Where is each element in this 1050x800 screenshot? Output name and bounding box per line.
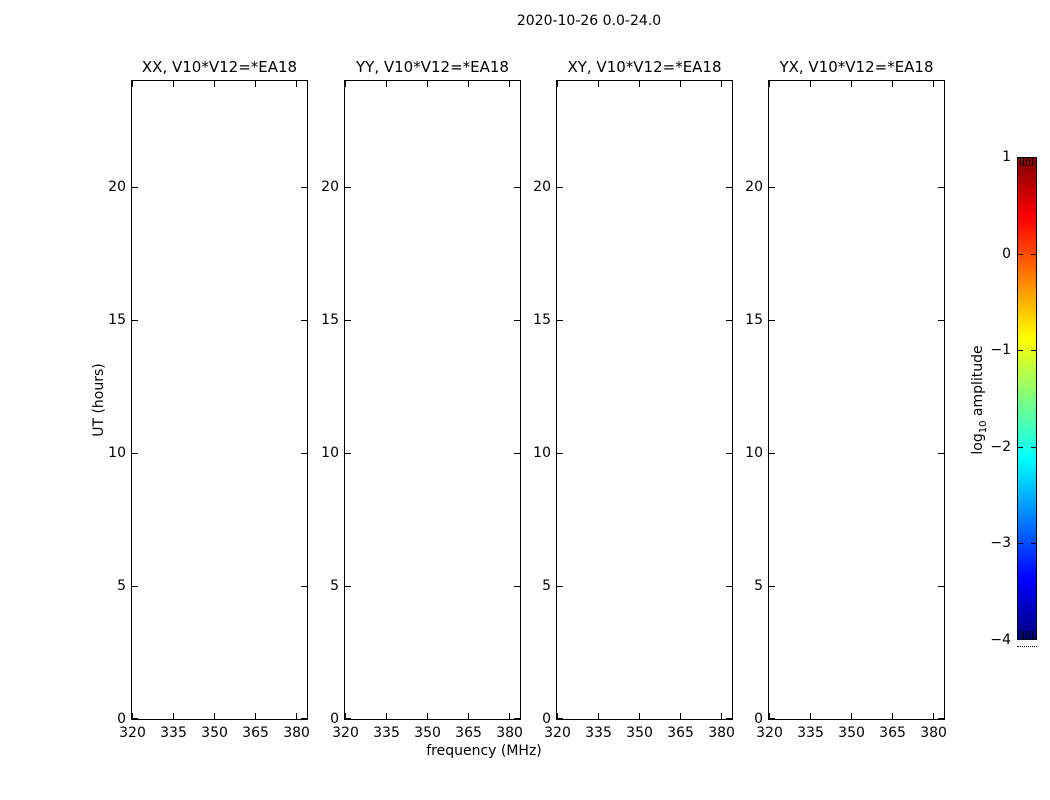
y-tick-label: 20: [533, 179, 551, 196]
y-tick-label: 10: [745, 445, 763, 462]
y-tick-label: 15: [533, 312, 551, 329]
y-tick-mark: [345, 586, 351, 587]
colorbar-tick-label: 1: [1002, 149, 1011, 165]
subplot-yx: [745, 58, 947, 741]
colorbar-top-hatch: [1020, 158, 1034, 166]
y-tick-mark: [132, 718, 138, 719]
colorbar-label-pre: log: [970, 433, 987, 455]
x-tick-label: 320: [756, 725, 783, 741]
y-tick-label: 15: [321, 312, 339, 329]
x-tick-mark: [680, 81, 681, 87]
x-tick-label: 380: [920, 725, 947, 741]
x-tick-mark: [427, 713, 428, 719]
colorbar-label-sub: 10: [977, 420, 989, 434]
y-tick-mark: [132, 320, 138, 321]
colorbar-tick-mark: [1031, 254, 1036, 255]
x-tick-mark: [892, 81, 893, 87]
y-tick-mark: [557, 187, 563, 188]
subplot-title: YX, V10*V12=*EA18: [779, 58, 934, 76]
y-tick-mark: [769, 187, 775, 188]
subplot-xx: [108, 58, 310, 741]
y-tick-mark: [938, 187, 944, 188]
y-tick-mark: [938, 718, 944, 719]
y-tick-mark: [938, 320, 944, 321]
x-tick-mark: [721, 713, 722, 719]
y-tick-mark: [769, 718, 775, 719]
colorbar-tick-mark: [1018, 543, 1023, 544]
y-tick-label: 10: [108, 445, 126, 462]
colorbar-dotted-edge: [1017, 646, 1037, 647]
colorbar-tick-label: −3: [990, 535, 1011, 552]
x-tick-mark: [255, 81, 256, 87]
x-tick-mark: [810, 81, 811, 87]
x-tick-mark: [557, 81, 558, 87]
x-tick-mark: [769, 81, 770, 87]
x-tick-mark: [598, 713, 599, 719]
y-tick-mark: [769, 453, 775, 454]
x-tick-mark: [386, 713, 387, 719]
x-tick-label: 320: [119, 725, 146, 741]
subplot-title: XY, V10*V12=*EA18: [567, 58, 722, 76]
y-tick-label: 0: [542, 711, 551, 727]
subplot-title: YY, V10*V12=*EA18: [356, 58, 509, 76]
x-tick-mark: [427, 81, 428, 87]
y-tick-label: 0: [330, 711, 339, 727]
y-tick-mark: [132, 187, 138, 188]
x-tick-mark: [468, 81, 469, 87]
x-tick-label: 365: [242, 725, 269, 741]
y-tick-label: 10: [533, 445, 551, 462]
x-tick-mark: [810, 713, 811, 719]
y-tick-label: 20: [745, 179, 763, 196]
colorbar-tick-label: −4: [990, 632, 1011, 648]
x-tick-label: 320: [544, 725, 571, 741]
x-tick-label: 350: [838, 725, 865, 741]
y-tick-mark: [769, 586, 775, 587]
x-tick-mark: [173, 713, 174, 719]
y-tick-mark: [557, 586, 563, 587]
colorbar-tick-label: −2: [990, 438, 1011, 455]
x-tick-mark: [509, 81, 510, 87]
y-tick-mark: [557, 320, 563, 321]
x-tick-mark: [214, 713, 215, 719]
x-tick-mark: [173, 81, 174, 87]
figure-suptitle: 2020-10-26 0.0-24.0: [516, 13, 662, 29]
y-tick-label: 5: [117, 578, 126, 595]
x-tick-label: 365: [667, 725, 694, 741]
colorbar-tick-mark: [1018, 447, 1023, 448]
colorbar-tick-mark: [1031, 447, 1036, 448]
x-tick-label: 335: [797, 725, 824, 741]
x-tick-mark: [296, 713, 297, 719]
x-tick-mark: [851, 713, 852, 719]
colorbar-tick-mark: [1018, 350, 1023, 351]
x-tick-mark: [214, 81, 215, 87]
x-tick-mark: [639, 713, 640, 719]
x-tick-mark: [892, 713, 893, 719]
x-tick-label: 365: [455, 725, 482, 741]
x-tick-label: 350: [414, 725, 441, 741]
y-tick-mark: [345, 718, 351, 719]
y-tick-label: 5: [542, 578, 551, 595]
colorbar-tick-mark: [1031, 543, 1036, 544]
x-tick-mark: [386, 81, 387, 87]
y-tick-mark: [132, 586, 138, 587]
y-tick-mark: [557, 718, 563, 719]
y-tick-mark: [557, 453, 563, 454]
y-tick-label: 5: [330, 578, 339, 595]
x-tick-label: 350: [201, 725, 228, 741]
x-tick-mark: [851, 81, 852, 87]
x-tick-label: 380: [283, 725, 310, 741]
y-tick-label: 10: [321, 445, 339, 462]
x-tick-mark: [933, 713, 934, 719]
x-tick-mark: [345, 81, 346, 87]
y-tick-mark: [345, 320, 351, 321]
x-tick-mark: [468, 713, 469, 719]
colorbar-tick-label: −1: [990, 342, 1011, 359]
x-tick-mark: [598, 81, 599, 87]
x-tick-label: 320: [332, 725, 359, 741]
colorbar: [1017, 157, 1037, 640]
y-tick-label: 20: [321, 179, 339, 196]
subplot-title: XX, V10*V12=*EA18: [141, 58, 298, 76]
y-tick-label: 15: [745, 312, 763, 329]
x-tick-mark: [132, 81, 133, 87]
y-tick-mark: [345, 187, 351, 188]
colorbar-tick-mark: [1031, 350, 1036, 351]
colorbar-tick-label: 0: [1002, 245, 1011, 262]
y-tick-mark: [938, 586, 944, 587]
x-tick-label: 380: [496, 725, 523, 741]
x-tick-mark: [296, 81, 297, 87]
y-axis-label: UT (hours): [91, 363, 107, 437]
x-tick-label: 350: [626, 725, 653, 741]
y-tick-label: 0: [117, 711, 126, 727]
y-tick-label: 5: [754, 578, 763, 595]
subplot-xy: [533, 58, 735, 741]
y-tick-mark: [345, 453, 351, 454]
x-tick-label: 335: [585, 725, 612, 741]
colorbar-bottom-hatch: [1020, 631, 1034, 639]
x-tick-mark: [509, 713, 510, 719]
y-tick-label: 20: [108, 179, 126, 196]
x-axis-label: frequency (MHz): [426, 743, 542, 759]
x-tick-label: 380: [708, 725, 735, 741]
x-tick-mark: [680, 713, 681, 719]
y-tick-label: 15: [108, 312, 126, 329]
y-tick-mark: [769, 320, 775, 321]
x-tick-mark: [255, 713, 256, 719]
y-tick-mark: [132, 453, 138, 454]
x-tick-mark: [721, 81, 722, 87]
y-tick-mark: [938, 453, 944, 454]
colorbar-tick-mark: [1018, 254, 1023, 255]
colorbar-label-post: amplitude: [970, 345, 987, 421]
x-tick-label: 335: [373, 725, 400, 741]
x-tick-mark: [933, 81, 934, 87]
subplot-yy: [321, 58, 523, 741]
x-tick-mark: [639, 81, 640, 87]
y-tick-label: 0: [754, 711, 763, 727]
x-tick-label: 365: [879, 725, 906, 741]
x-tick-label: 335: [160, 725, 187, 741]
